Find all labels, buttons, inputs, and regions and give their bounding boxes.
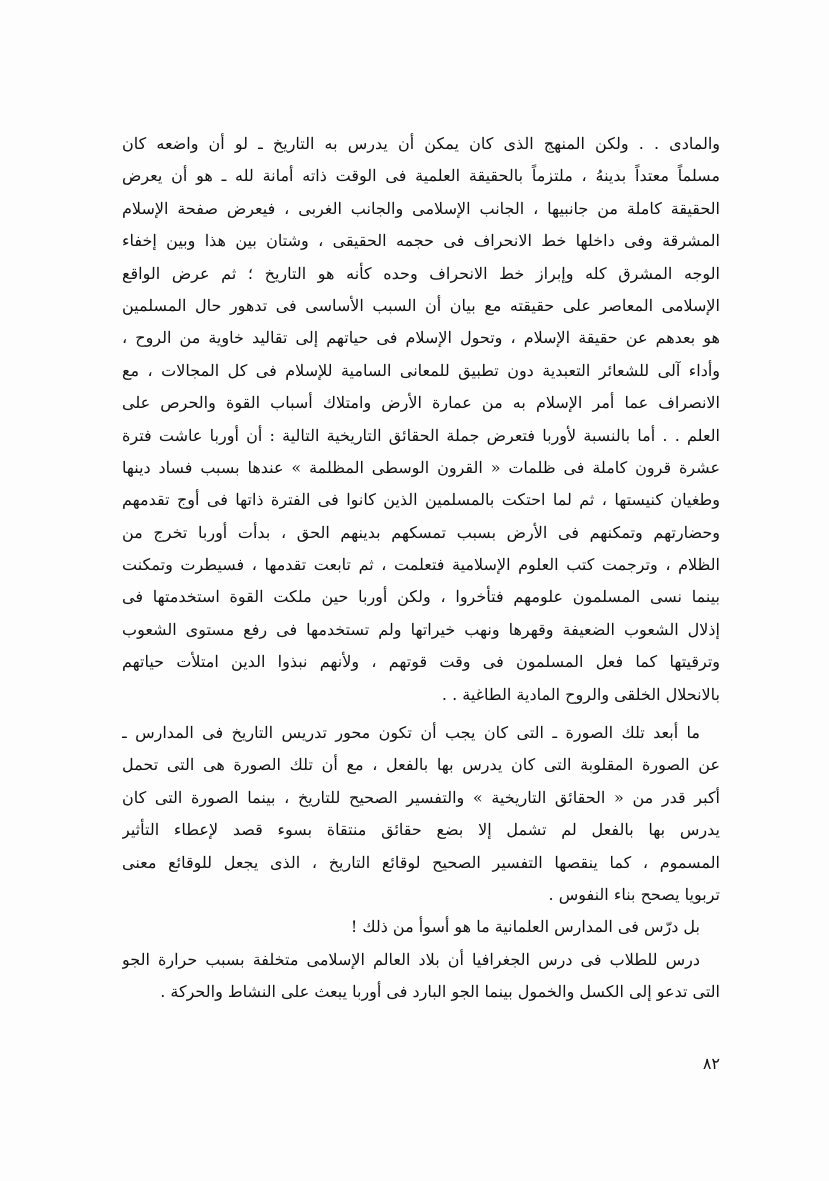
text-line: المسموم ، كما ينقصها التفسير الصحيح لوقائع التاريخ ، الذى يجعل للوقائع معنى (122, 852, 720, 872)
text-line: بل درّس فى المدارس العلمانية ما هو أسوأ من ذلك ! (350, 917, 700, 937)
text-line: هو بعدهم عن حقيقة الإسلام ، وتحول الإسلام فى حياتهم إلى تقاليد خاوية من الروح ، (122, 328, 720, 348)
text-line: عن الصورة المقلوبة التى كان يدرس بها بالفعل ، مع أن تلك الصورة هى التى تحمل (122, 755, 720, 775)
body-text (122, 128, 720, 1009)
text-line: وترقيتها كما فعل المسلمون فى وقت قوتهم ، ولأنهم نبذوا الدين امتلأت حياتهم (122, 652, 720, 672)
text-line: التى تدعو إلى الكسل والخمول بينما الجو البارد فى أوربا يبعث على النشاط والحركة . (160, 982, 720, 1002)
text-line: درس للطلاب فى درس الجغرافيا أن بلاد العالم الإسلامى متخلفة بسبب حرارة الجو (122, 949, 700, 969)
text-line: عشرة قرون كاملة فى ظلمات « القرون الوسطى المظلمة » عندها بسبب فساد دينها (122, 457, 720, 477)
text-line: الإسلامى المعاصر على حقيقته مع بيان أن السبب الأساسى فى تدهور حال المسلمين (122, 295, 720, 315)
text-line: وأداء آلى للشعائر التعبدية دون تطبيق للمعانى السامية للإسلام فى كل المجالات ، مع (122, 360, 720, 380)
text-line: المشرقة وفى داخلها خط الانحراف فى حجمه الحقيقى ، وشتان بين هذا وبين إخفاء (122, 231, 720, 251)
paragraph (122, 944, 720, 1009)
text-line: وحضارتهم وتمكنهم فى الأرض بسبب تمسكهم بدينهم الحق ، بدأت أوربا تخرج من (122, 522, 720, 542)
paragraph (122, 128, 720, 711)
text-line: الوجه المشرق كله وإبراز خط الانحراف وحده كأنه هو التاريخ ؛ ثم عرض الواقع (122, 263, 720, 283)
text-line: الحقيقة كاملة من جانبيها ، الجانب الإسلامى والجانب الغربى ، فيعرض صفحة الإسلام (122, 198, 720, 218)
text-line: أكبر قدر من « الحقائق التاريخية » والتفسير الصحيح للتاريخ ، بينما الصورة التى كان (122, 787, 720, 807)
text-line: الانصراف عما أمر الإسلام به من عمارة الأرض وامتلاك أسباب القوة والحرص على (122, 393, 720, 413)
text-line: بالانحلال الخلقى والروح المادية الطاغية . . (441, 684, 720, 704)
paragraph (122, 717, 720, 911)
text-line: والمادى . . ولكن المنهج الذى كان يمكن أن يدرس به التاريخ ـ لو أن واضعه كان (122, 134, 720, 153)
text-line: إذلال الشعوب الضعيفة وقهرها ونهب خيراتها ولم تستخدمها فى رفع مستوى الشعوب (122, 619, 720, 639)
paragraph (122, 911, 720, 943)
text-line: مسلماً معتداً بدينهُ ، ملتزماً بالحقيقة العلمية فى الوقت ذاته أمانة لله ـ هو أن يعرض (122, 166, 720, 186)
text-line: العلم . . أما بالنسبة لأوربا فتعرض جملة الحقائق التاريخية التالية : أن أوربا عاشت فترة (122, 425, 720, 445)
text-line: بينما نسى المسلمون علومهم فتأخروا ، ولكن أوربا حين ملكت القوة استخدمتها فى (122, 587, 720, 607)
text-line: يدرس بها بالفعل لم تشمل إلا بضع حقائق منتقاة بسوء قصد لإعطاء التأثير (122, 820, 720, 840)
text-line: تربويا يصحح بناء النفوس . (548, 884, 720, 904)
page-number: ٨٢ (702, 1054, 720, 1073)
text-line: ما أبعد تلك الصورة ـ التى كان يجب أن تكون محور تدريس التاريخ فى المدارس ـ (122, 723, 700, 743)
text-line: وطغيان كنيستها ، ثم لما احتكت بالمسلمين الذين كانوا فى الفترة ذاتها فى أوج تقدمهم (122, 490, 720, 510)
text-line: الظلام ، وترجمت كتب العلوم الإسلامية فتعلمت ، ثم تابعت تقدمها ، فسيطرت وتمكنت (122, 555, 720, 575)
